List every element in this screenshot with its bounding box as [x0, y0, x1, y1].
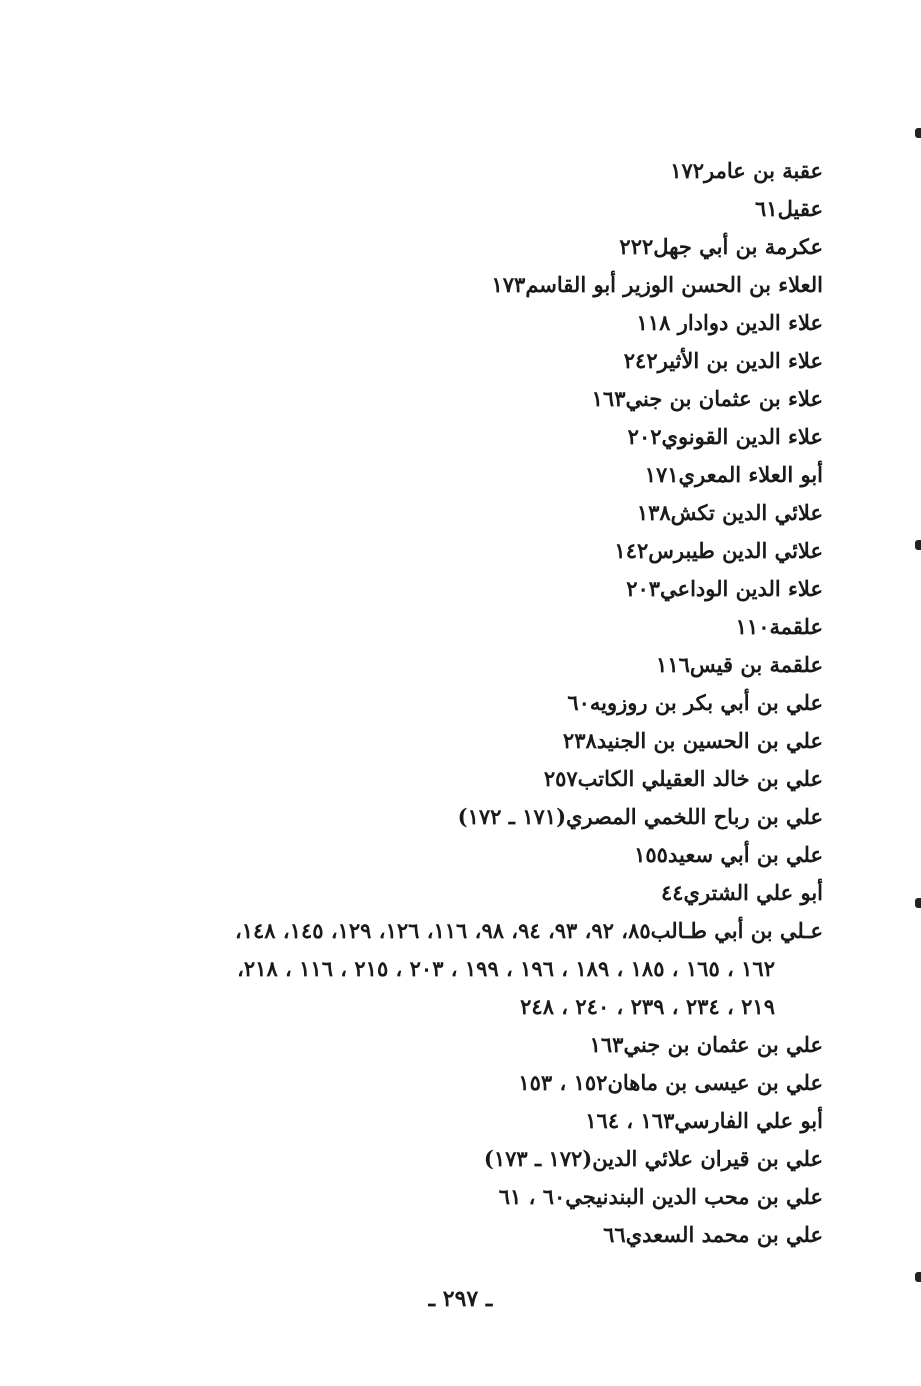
index-entry: علي بن الحسين بن الجنيد٢٣٨	[562, 728, 823, 753]
page-number: ـ ٢٩٧ ـ	[428, 1286, 493, 1312]
index-entry: علي بن محمد السعدي٦٦	[603, 1222, 823, 1247]
index-entry: أبو علي الفارسي١٦٣ ، ١٦٤	[585, 1108, 823, 1133]
scan-edge-mark	[915, 1272, 921, 1282]
index-entry: عقيل٦١	[755, 196, 823, 221]
index-entry: عكرمة بن أبي جهل٢٢٢	[619, 234, 823, 259]
index-entry: العلاء بن الحسن الوزير أبو القاسم١٧٣	[491, 272, 823, 297]
index-entry: علي بن عثمان بن جني١٦٣	[589, 1032, 823, 1057]
index-entry: علاء بن عثمان بن جني١٦٣	[591, 386, 823, 411]
index-entry: علي بن خالد العقيلي الكاتب٢٥٧	[543, 766, 823, 791]
index-entry: علي بن رباح اللخمي المصري(١٧١ ـ ١٧٢)	[457, 804, 823, 829]
index-entry-continuation: ٢١٩ ، ٢٣٤ ، ٢٣٩ ، ٢٤٠ ، ٢٤٨	[520, 994, 775, 1019]
index-entry: علقمة بن قيس١١٦	[656, 652, 823, 677]
index-entry: علاء الدين القونوي٢٠٢	[627, 424, 823, 449]
index-entry-line: عـلي بن أبي طـالب٨٥، ٩٢، ٩٣، ٩٤، ٩٨، ١١٦، ١٢٦، ١٢٩، ١٤٥، ١٤٨،	[234, 918, 823, 943]
index-entry: علقمة١١٠	[735, 614, 823, 639]
scan-edge-mark	[915, 540, 921, 550]
index-entry: علي بن محب الدين البندنيجي٦٠ ، ٦١	[498, 1184, 823, 1209]
scan-edge-mark	[915, 898, 921, 908]
index-entry: علي بن أبي سعيد١٥٥	[634, 842, 823, 867]
index-entry: عقبة بن عامر١٧٢	[670, 158, 823, 183]
index-entry: علي بن قيران علائي الدين(١٧٢ ـ ١٧٣)	[483, 1146, 823, 1171]
index-entry: علائي الدين طيبرس١٤٢	[614, 538, 823, 563]
index-entry: علاء الدين بن الأثير٢٤٢	[623, 348, 823, 373]
index-entry: علي بن عيسى بن ماهان١٥٢ ، ١٥٣	[518, 1070, 823, 1095]
index-entry-continuation: ١٦٢ ، ١٦٥ ، ١٨٥ ، ١٨٩ ، ١٩٦ ، ١٩٩ ، ٢٠٣ ، ٢١٥ ، ١١٦ ، ٢١٨،	[237, 956, 775, 981]
index-entry: علي بن أبي بكر بن روزويه٦٠	[567, 690, 823, 715]
index-entry: علاء الدين الوداعي٢٠٣	[626, 576, 823, 601]
index-entry: أبو العلاء المعري١٧١	[644, 462, 823, 487]
index-entry-multiline	[123, 912, 823, 1026]
index-entry: أبو علي الشتري٤٤	[660, 880, 823, 905]
index-list	[123, 152, 823, 1254]
index-entry: علاء الدين دوادار ١١٨	[636, 310, 823, 335]
index-entry: علائي الدين تكش١٣٨	[636, 500, 823, 525]
scan-edge-mark	[915, 128, 921, 138]
